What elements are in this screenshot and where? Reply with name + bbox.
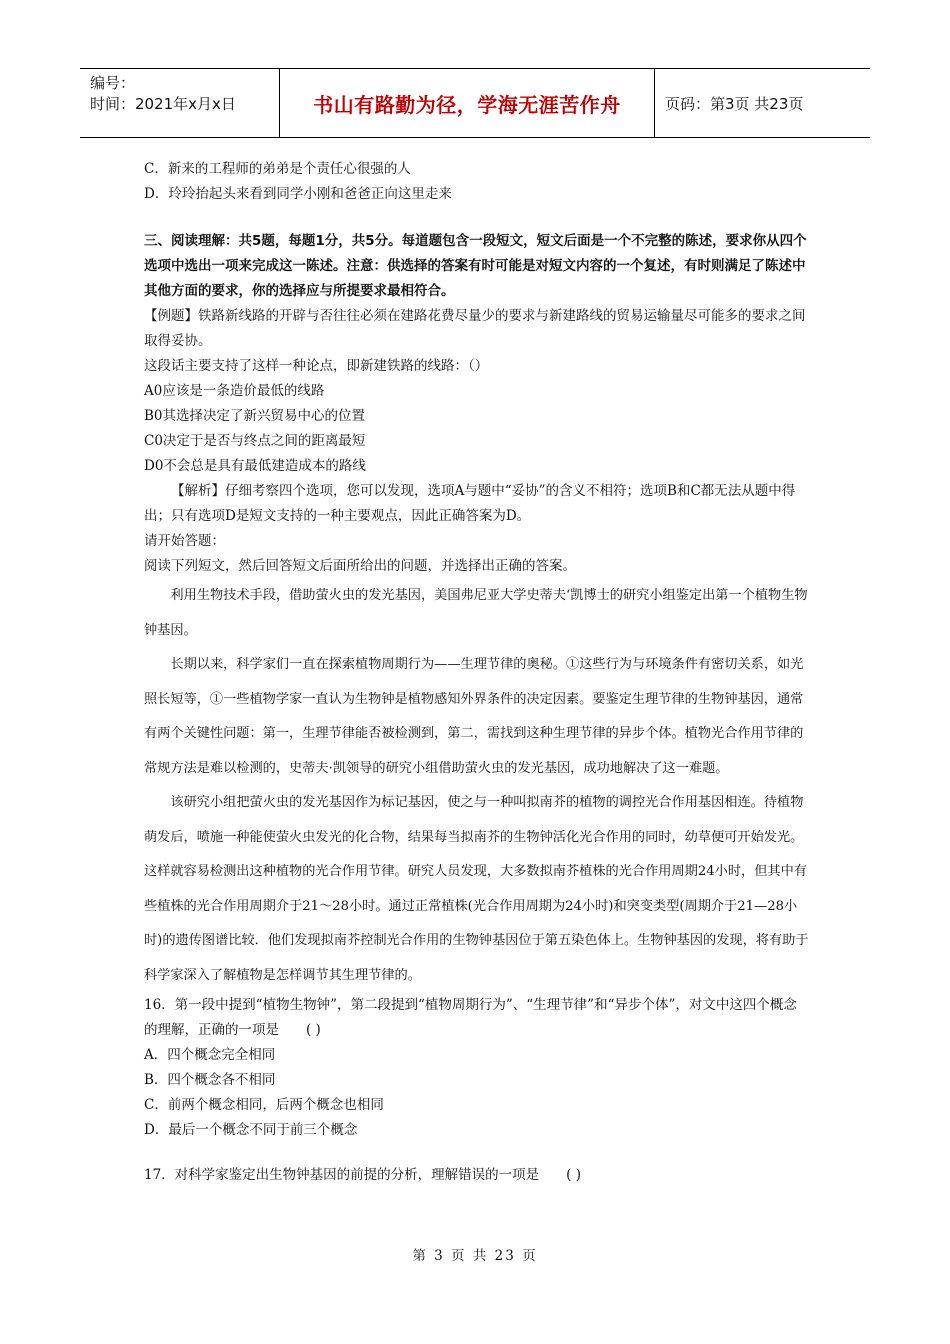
article-paragraph-1: 利用生物技术手段，借助萤火虫的发光基因，美国弗尼亚大学史蒂夫‘凯博士的研究小组鉴定出第一个植物生物钟基因。 [144,588,808,638]
prev-option-c: C．新来的工程师的弟弟是个责任心很强的人 [144,161,411,177]
page-footer: 第 3 页 共 23 页 [412,1248,538,1264]
example-analysis: 【解析】仔细考察四个选项，您可以发现，选项A与题中“妥协”的含义不相符；选项B和C都无法从题中得出；只有选项D是短文支持的一种主要观点，因此正确答案为D。 [144,483,796,524]
header-page-info: 页码：第3页 共23页 [665,94,804,113]
section3-instructions: 三、阅读理解：共5题，每题1分，共5分。每道题包含一段短文，短文后面是一个不完整的陈述，要求你从四个选项中选出一项来完成这一陈述。注意：供选择的答案有时可能是对短文内容的一个复述，有时则满足了陈述中其他方面的要求，你的选择应与所提要求最相符合。 [144,233,807,299]
spacer [144,207,810,229]
example-question: 这段话主要支持了这样一种论点，即新建铁路的线路：（） [144,358,489,374]
spacer [144,1143,810,1163]
header-meta [80,69,280,137]
article-paragraph-3: 该研究小组把萤火虫的发光基因作为标记基因，使之与一种叫拟南芥的植物的调控光合作用基因相连。待植物萌发后，喷施一种能使萤火虫发光的化合物，结果每当拟南芥的生物钟活化光合作用的同时，幼草便可开始发光。这样就容易检测出这种植物的光合作用节律。研究人员发现，大多数拟南芥植株的光合作用周期24小时，但其中有些植株的光合作用周期介于21～28小时。通过正常植株(光合作用周期为24小时)和突变类型(周期介于21—28小时)的遗传图谱比较．他们发现拟南芥控制光合作用的生物钟基因位于第五染色体上。生物钟基因的发现，将有助于科学家深入了解植物是怎样调节其生理节律的。 [144,795,809,983]
article-paragraph-2: 长期以来，科学家们一直在探索植物周期行为——生理节律的奥秘。①这些行为与环境条件有密切关系，如光照长短等，①一些植物学家一直认为生物钟是植物感知外界条件的决定因素。要鉴定生理节律的生物钟基因，通常有两个关键性问题：第一，生理节律能否被检测到，第二，需找到这种生理节律的异步个体。植物光合作用节律的常规方法是难以检测的，史蒂夫·凯领导的研究小组借助萤火虫的发光基因，成功地解决了这一难题。 [144,657,804,776]
question-16-option-a: A．四个概念完全相同 [144,1047,276,1063]
example-passage: 【例题】铁路新线路的开辟与否往往必须在建路花费尽量少的要求与新建路线的贸易运输量尽可能多的要求之间取得妥协。 [144,308,806,349]
question-16-option-d: D．最后一个概念不同于前三个概念 [144,1122,358,1138]
start-answering: 请开始答题： [144,533,225,549]
example-option-c: C0决定于是否与终点之间的距离最短 [144,433,366,449]
page-header [80,68,870,138]
header-date: 时间：2021年x月x日 [90,95,236,113]
reading-direction: 阅读下列短文，然后回答短文后面所给出的问题，并选择出正确的答案。 [144,558,576,574]
question-16-option-b: B．四个概念各不相同 [144,1072,276,1088]
page-content [144,157,810,1188]
prev-option-d: D．玲玲抬起头来看到同学小刚和爸爸正向这里走来 [144,186,452,202]
question-16-option-c: C．前两个概念相同，后两个概念也相同 [144,1097,384,1113]
example-option-d: D0不会总是具有最低建造成本的路线 [144,458,366,474]
question-17-stem: 17．对科学家鉴定出生物钟基因的前提的分析，理解错误的一项是 ( ) [144,1167,582,1183]
header-motto: 书山有路勤为径，学海无涯苦作舟 [280,69,655,137]
question-16-stem: 16．第一段中提到“植物生物钟”，第二段提到“植物周期行为”、“生理节律”和“异步个体”，对文中这四个概念的理解，正确的一项是 ( ) [144,997,797,1038]
example-option-a: A0应该是一条造价最低的线路 [144,383,325,399]
example-option-b: B0其选择决定了新兴贸易中心的位置 [144,408,366,424]
header-number-label: 编号： [90,74,136,92]
